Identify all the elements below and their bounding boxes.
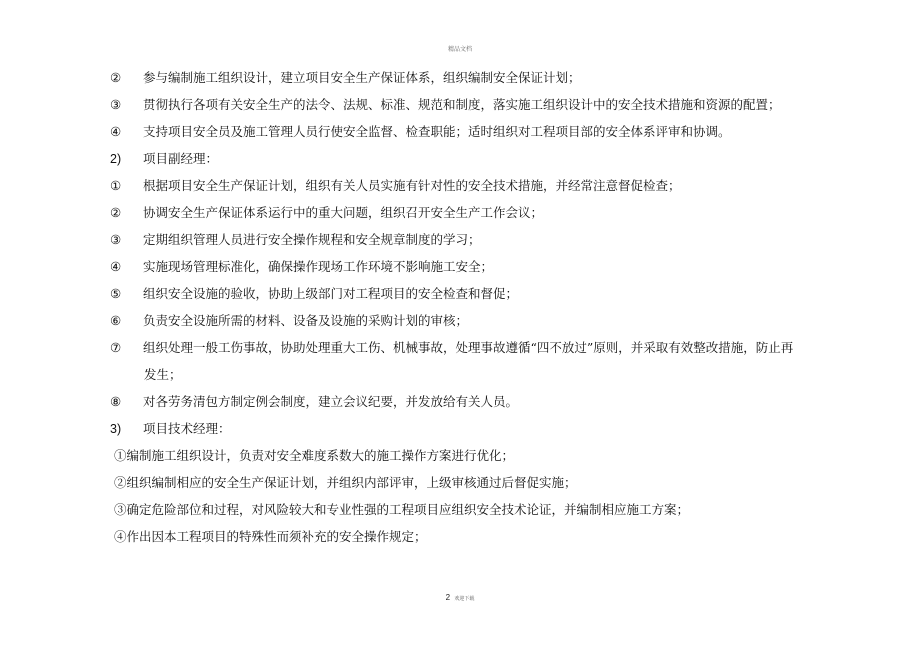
section-title: 项目副经理：	[143, 151, 219, 166]
list-item-continuation	[144, 367, 182, 383]
item-marker: ④	[110, 259, 122, 274]
footer-note: 欢迎下载	[454, 596, 475, 602]
item-text: 根据项目安全生产保证计划，组织有关人员实施有针对性的安全技术措施，并经常注意督促检查；	[143, 178, 681, 193]
item-text: 对各劳务清包方制定例会制度，建立会议纪要，并发放给有关人员。	[143, 394, 519, 409]
item-marker: ⑧	[110, 394, 122, 409]
item-marker: ⑦	[110, 340, 122, 355]
item-text: 组织安全设施的验收，协助上级部门对工程项目的安全检查和督促；	[143, 286, 519, 301]
item-marker: ②	[110, 205, 122, 220]
item-text: 组织处理一般工伤事故，协助处理重大工伤、机械事故，处理事故遵循“四不放过”原则，并采取有效整改措施，防止再	[143, 340, 794, 355]
header-watermark: 精品文档	[447, 46, 472, 53]
item-marker: ③	[110, 97, 122, 112]
item-text: 定期组织管理人员进行安全操作规程和安全规章制度的学习；	[143, 232, 481, 247]
item-text: 实施现场管理标准化，确保操作现场工作环境不影响施工安全；	[143, 259, 494, 274]
item-marker: ⑤	[110, 286, 122, 301]
item-text: 参与编制施工组织设计，建立项目安全生产保证体系，组织编制安全保证计划；	[143, 70, 581, 85]
item-text: ④作出因本工程项目的特殊性而须补充的安全操作规定；	[114, 529, 427, 544]
item-marker: ④	[110, 124, 122, 139]
item-marker: ②	[110, 70, 122, 85]
list-item	[114, 475, 577, 491]
list-item	[114, 502, 689, 518]
list-item	[114, 448, 514, 464]
section-number: 3)	[110, 422, 122, 436]
page-number: 2	[445, 593, 451, 602]
list-item	[114, 529, 427, 545]
item-text: 支持项目安全员及施工管理人员行使安全监督、检查职能；适时组织对工程项目部的安全体系评审和协调。	[143, 124, 731, 139]
item-text: ③确定危险部位和过程，对风险较大和专业性强的工程项目应组织安全技术论证，并编制相应施工方案；	[114, 502, 690, 517]
item-text: 负责安全设施所需的材料、设备及设施的采购计划的审核；	[143, 313, 469, 328]
item-text: 发生；	[144, 367, 182, 382]
item-marker: ⑥	[110, 313, 122, 328]
item-text: 贯彻执行各项有关安全生产的法令、法规、标准、规范和制度，落实施工组织设计中的安全技术措施和资源的配置；	[143, 97, 781, 112]
page-footer	[0, 593, 920, 602]
item-text: 协调安全生产保证体系运行中的重大问题，组织召开安全生产工作会议；	[143, 205, 544, 220]
item-marker: ③	[110, 232, 122, 247]
section-number: 2)	[110, 152, 122, 166]
item-text: ②组织编制相应的安全生产保证计划，并组织内部评审，上级审核通过后督促实施；	[114, 475, 577, 490]
item-text: ①编制施工组织设计，负责对安全难度系数大的施工操作方案进行优化；	[114, 448, 515, 463]
item-marker: ①	[110, 178, 122, 193]
section-title: 项目技术经理：	[143, 421, 231, 436]
